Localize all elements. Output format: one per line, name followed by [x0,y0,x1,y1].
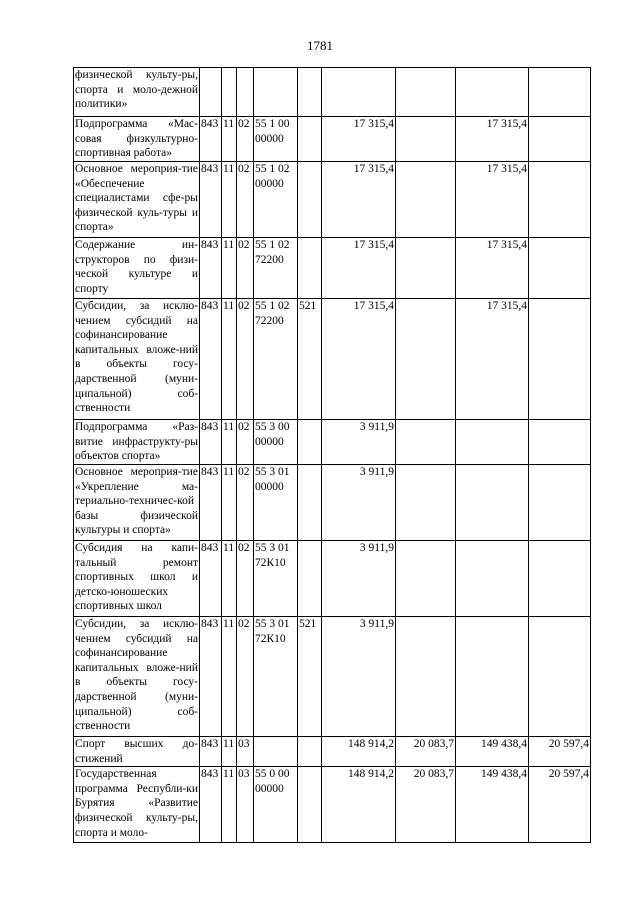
table-body [74,68,591,843]
amount-1: 17 315,4 [322,238,396,299]
section-code: 11 [222,617,237,737]
amount-3 [456,541,529,617]
amount-4 [529,420,591,465]
table-row [74,117,591,162]
subsection-code: 02 [237,299,254,420]
subsection-code: 02 [237,162,254,238]
ministry-code: 843 [200,465,222,541]
ministry-code: 843 [200,767,222,843]
subsection-code: 02 [237,238,254,299]
subsection-code: 03 [237,767,254,843]
ministry-code: 843 [200,541,222,617]
amount-2 [396,68,456,117]
amount-4 [529,541,591,617]
row-name: Подпрограмма «Раз-​витие инфраструкту-​ры объектов спорта» [74,420,200,465]
ministry-code: 843 [200,617,222,737]
table-row [74,541,591,617]
row-name: Основное мероприя-​тие «Укрепление ма-​териально-​техничес-​кой базы физической культуры и спорта» [74,465,200,541]
amount-4 [529,68,591,117]
amount-2 [396,465,456,541]
amount-3: 149 438,4 [456,767,529,843]
subsection-code: 02 [237,465,254,541]
expense-type-code [298,68,322,117]
ministry-code: 843 [200,299,222,420]
subsection-code: 02 [237,117,254,162]
amount-4: 20 597,4 [529,737,591,767]
subsection-code: 02 [237,541,254,617]
target-article-code: 55 1 02 72200 [254,238,298,299]
expense-type-code [298,465,322,541]
section-code: 11 [222,767,237,843]
amount-2 [396,420,456,465]
amount-3: 149 438,4 [456,737,529,767]
page-number: 1781 [307,38,333,53]
amount-1 [322,68,396,117]
row-name: физической культу-​ры, спорта и моло-​дежной политики» [74,68,200,117]
table-row [74,737,591,767]
target-article-code: 55 1 02 00000 [254,162,298,238]
target-article-code: 55 1 00 00000 [254,117,298,162]
amount-1: 3 911,9 [322,617,396,737]
amount-4: 20 597,4 [529,767,591,843]
row-name: Содержание ин-​структоров по физи-​ческой культуре и спорту [74,238,200,299]
expense-type-code [298,541,322,617]
target-article-code: 55 3 00 00000 [254,420,298,465]
amount-3: 17 315,4 [456,162,529,238]
amount-2: 20 083,7 [396,767,456,843]
section-code: 11 [222,299,237,420]
expense-type-code: 521 [298,617,322,737]
amount-3 [456,465,529,541]
table-row [74,465,591,541]
amount-4 [529,299,591,420]
section-code [222,68,237,117]
amount-2 [396,162,456,238]
amount-3 [456,617,529,737]
amount-1: 17 315,4 [322,162,396,238]
target-article-code: 55 3 01 00000 [254,465,298,541]
table-row [74,767,591,843]
expense-type-code: 521 [298,299,322,420]
amount-1: 148 914,2 [322,737,396,767]
target-article-code: 55 3 01 72К10 [254,541,298,617]
section-code: 11 [222,238,237,299]
row-name: Основное мероприя-​тие «Обеспечение специалистами сфе-​ры физической куль-​туры и спорта» [74,162,200,238]
amount-3: 17 315,4 [456,238,529,299]
amount-3: 17 315,4 [456,117,529,162]
target-article-code: 55 3 01 72К10 [254,617,298,737]
section-code: 11 [222,541,237,617]
table-row [74,68,591,117]
amount-1: 3 911,9 [322,465,396,541]
amount-1: 17 315,4 [322,299,396,420]
amount-4 [529,238,591,299]
target-article-code [254,68,298,117]
amount-4 [529,465,591,541]
expense-type-code [298,767,322,843]
expense-type-code [298,162,322,238]
subsection-code: 02 [237,617,254,737]
target-article-code: 55 0 00 00000 [254,767,298,843]
amount-2 [396,617,456,737]
section-code: 11 [222,162,237,238]
target-article-code [254,737,298,767]
ministry-code [200,68,222,117]
amount-2 [396,238,456,299]
amount-1: 3 911,9 [322,541,396,617]
section-code: 11 [222,737,237,767]
amount-3: 17 315,4 [456,299,529,420]
row-name: Спорт высших до-​стижений [74,737,200,767]
amount-2: 20 083,7 [396,737,456,767]
row-name: Субсидия на капи-​тальный ремонт спортивных школ и детско-​юношеских спортивных школ [74,541,200,617]
amount-2 [396,299,456,420]
amount-1: 17 315,4 [322,117,396,162]
subsection-code [237,68,254,117]
row-name: Субсидии, за исклю-​чением субсидий на софинансирование капитальных вложе-​ний в объекты госу-​дарственной (муни-​ципальной) соб-​ственности [74,299,200,420]
amount-2 [396,117,456,162]
row-name: Государственная программа Республи-​ки Бурятия «Развитие физической культу-​ры, спорта и моло- [74,767,200,843]
subsection-code: 03 [237,737,254,767]
ministry-code: 843 [200,117,222,162]
ministry-code: 843 [200,737,222,767]
amount-4 [529,117,591,162]
expense-type-code [298,117,322,162]
target-article-code: 55 1 02 72200 [254,299,298,420]
amount-1: 148 914,2 [322,767,396,843]
ministry-code: 843 [200,238,222,299]
amount-4 [529,162,591,238]
amount-2 [396,541,456,617]
amount-4 [529,617,591,737]
table-row [74,162,591,238]
ministry-code: 843 [200,162,222,238]
budget-table [73,67,591,843]
expense-type-code [298,420,322,465]
expense-type-code [298,238,322,299]
table-row [74,238,591,299]
expense-type-code [298,737,322,767]
section-code: 11 [222,420,237,465]
row-name: Подпрограмма «Мас-​совая физкультурно-​спортивная работа» [74,117,200,162]
ministry-code: 843 [200,420,222,465]
amount-3 [456,420,529,465]
row-name: Субсидии, за исклю-​чением субсидий на софинансирование капитальных вложе-​ний в объекты госу-​дарственной (муни-​ципальной) соб-​ственности [74,617,200,737]
table-row [74,420,591,465]
section-code: 11 [222,117,237,162]
amount-3 [456,68,529,117]
section-code: 11 [222,465,237,541]
table-row [74,299,591,420]
amount-1: 3 911,9 [322,420,396,465]
table-row [74,617,591,737]
subsection-code: 02 [237,420,254,465]
